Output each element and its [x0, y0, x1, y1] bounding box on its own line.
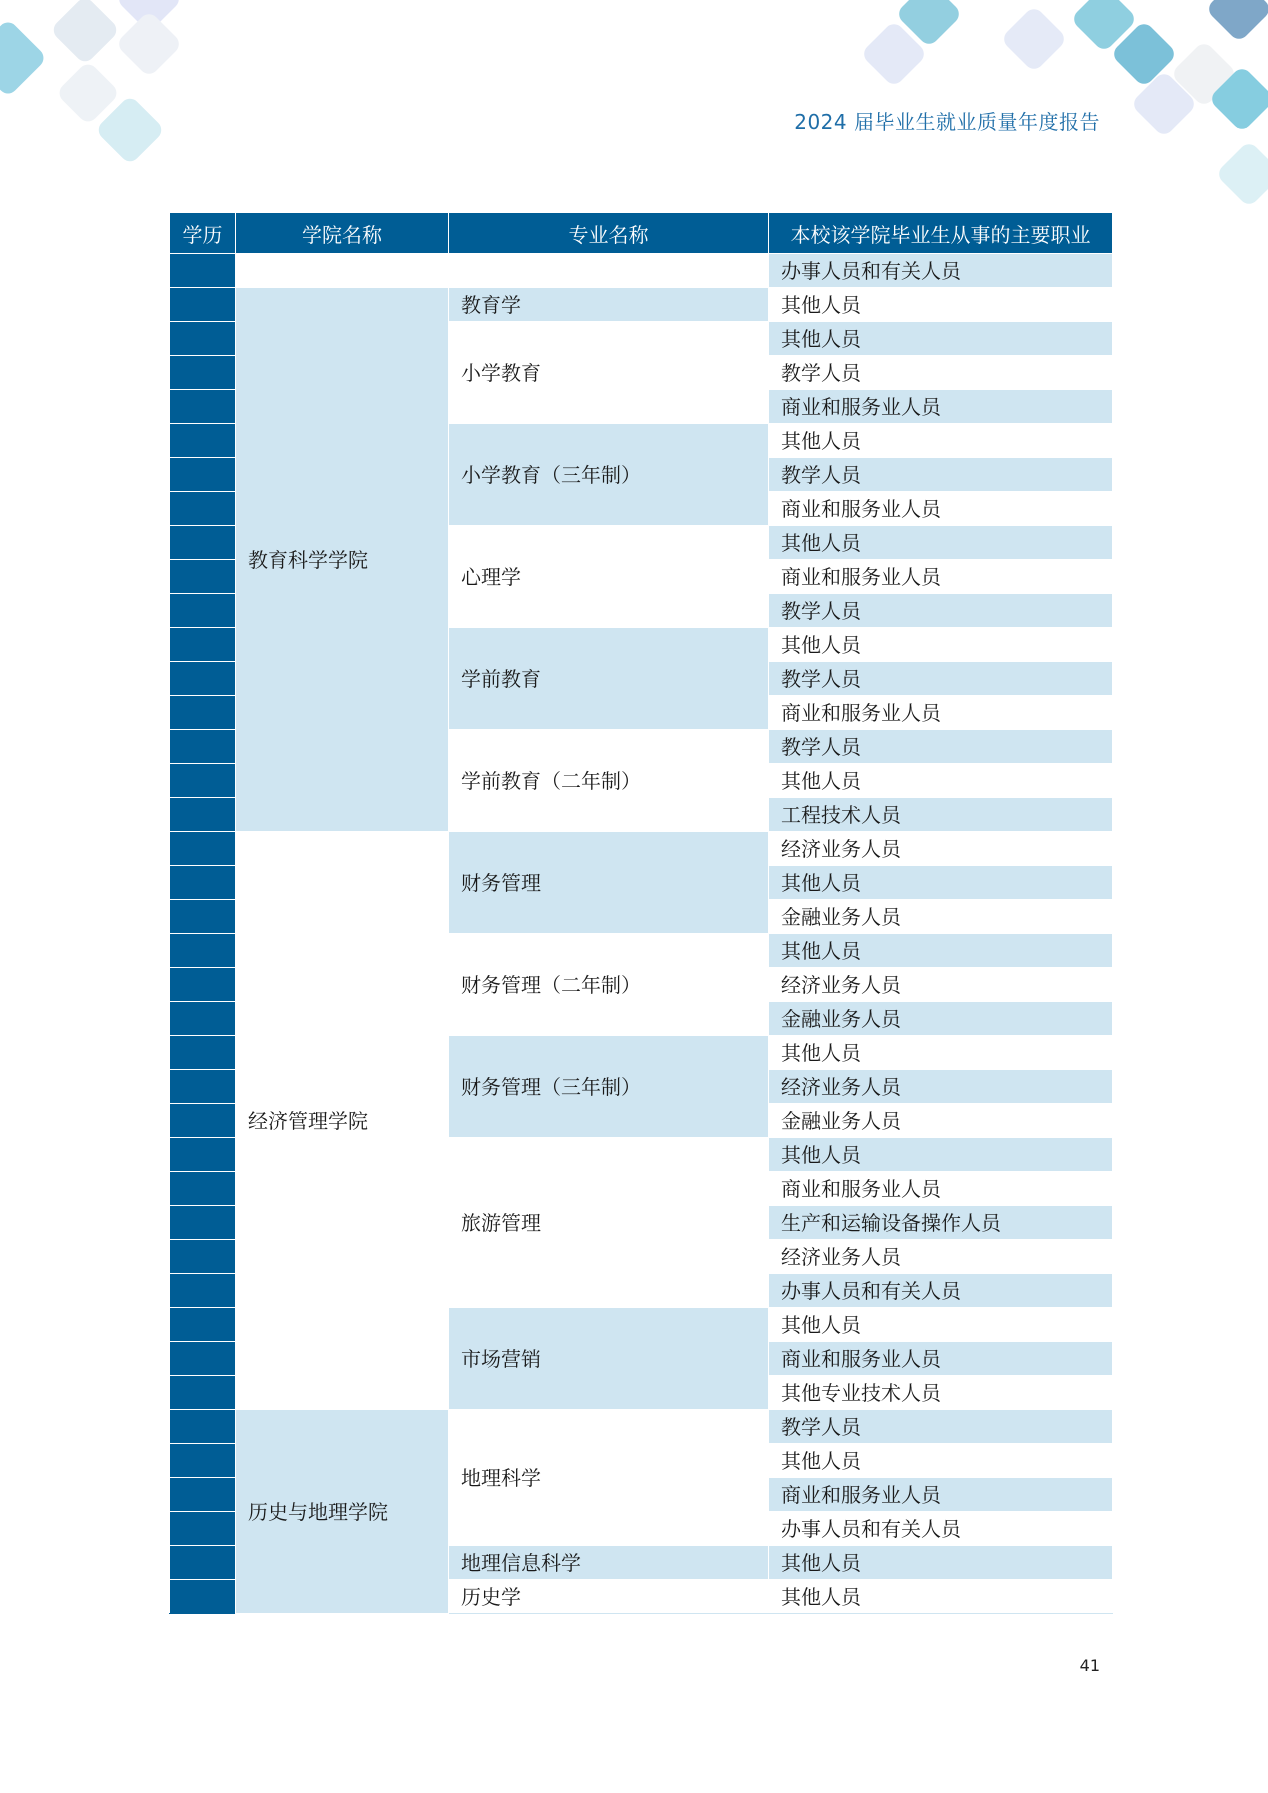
major-cell	[449, 254, 769, 288]
column-header: 学历	[170, 213, 236, 254]
major-cell: 小学教育	[449, 322, 769, 424]
degree-cell	[170, 1308, 236, 1342]
column-header: 本校该学院毕业生从事的主要职业	[769, 213, 1113, 254]
degree-cell	[170, 832, 236, 866]
degree-cell	[170, 322, 236, 356]
occupation-cell: 金融业务人员	[769, 900, 1113, 934]
occupation-cell: 办事人员和有关人员	[769, 1512, 1113, 1546]
degree-cell	[170, 560, 236, 594]
major-cell: 小学教育（三年制）	[449, 424, 769, 526]
table-row	[170, 832, 1113, 866]
degree-cell	[170, 798, 236, 832]
degree-cell	[170, 662, 236, 696]
occupation-cell: 其他人员	[769, 866, 1113, 900]
major-cell: 地理科学	[449, 1410, 769, 1546]
occupation-cell: 其他人员	[769, 628, 1113, 662]
occupation-cell: 其他人员	[769, 1036, 1113, 1070]
occupation-cell: 其他人员	[769, 288, 1113, 322]
occupation-cell: 教学人员	[769, 730, 1113, 764]
degree-cell	[170, 1138, 236, 1172]
degree-cell	[170, 1512, 236, 1546]
major-cell: 财务管理（三年制）	[449, 1036, 769, 1138]
occupation-cell: 经济业务人员	[769, 968, 1113, 1002]
degree-cell	[170, 1274, 236, 1308]
occupation-cell: 教学人员	[769, 356, 1113, 390]
degree-cell	[170, 1172, 236, 1206]
college-cell	[236, 254, 449, 288]
degree-cell	[170, 1240, 236, 1274]
degree-cell	[170, 764, 236, 798]
occupation-cell: 经济业务人员	[769, 1240, 1113, 1274]
degree-cell	[170, 526, 236, 560]
occupation-cell: 商业和服务业人员	[769, 560, 1113, 594]
degree-cell	[170, 1478, 236, 1512]
table-body	[170, 254, 1113, 1614]
major-cell: 地理信息科学	[449, 1546, 769, 1580]
major-cell: 财务管理	[449, 832, 769, 934]
degree-cell	[170, 1410, 236, 1444]
degree-cell	[170, 1104, 236, 1138]
degree-cell	[170, 1444, 236, 1478]
occupation-cell: 其他人员	[769, 526, 1113, 560]
occupation-cell: 其他人员	[769, 424, 1113, 458]
occupation-cell: 商业和服务业人员	[769, 492, 1113, 526]
major-cell: 市场营销	[449, 1308, 769, 1410]
degree-cell	[170, 288, 236, 322]
degree-cell	[170, 1206, 236, 1240]
column-header: 学院名称	[236, 213, 449, 254]
occupation-cell: 商业和服务业人员	[769, 696, 1113, 730]
degree-cell	[170, 424, 236, 458]
degree-cell	[170, 492, 236, 526]
occupation-cell: 其他人员	[769, 1580, 1113, 1614]
occupation-cell: 其他人员	[769, 322, 1113, 356]
degree-cell	[170, 1036, 236, 1070]
occupation-cell: 教学人员	[769, 594, 1113, 628]
occupation-cell: 教学人员	[769, 1410, 1113, 1444]
degree-cell	[170, 1546, 236, 1580]
occupation-cell: 经济业务人员	[769, 1070, 1113, 1104]
degree-cell	[170, 458, 236, 492]
degree-cell	[170, 866, 236, 900]
occupation-cell: 生产和运输设备操作人员	[769, 1206, 1113, 1240]
occupation-cell: 其他专业技术人员	[769, 1376, 1113, 1410]
occupation-cell: 办事人员和有关人员	[769, 1274, 1113, 1308]
occupation-cell: 教学人员	[769, 458, 1113, 492]
major-cell: 心理学	[449, 526, 769, 628]
degree-cell	[170, 594, 236, 628]
major-cell: 历史学	[449, 1580, 769, 1614]
report-title: 2024 届毕业生就业质量年度报告	[794, 110, 1100, 134]
occupation-cell: 商业和服务业人员	[769, 1172, 1113, 1206]
major-cell: 旅游管理	[449, 1138, 769, 1308]
degree-cell	[170, 696, 236, 730]
table-row	[170, 254, 1113, 288]
occupation-cell: 教学人员	[769, 662, 1113, 696]
occupation-cell: 其他人员	[769, 1138, 1113, 1172]
occupation-cell: 金融业务人员	[769, 1002, 1113, 1036]
table-row	[170, 1410, 1113, 1444]
major-cell: 学前教育（二年制）	[449, 730, 769, 832]
college-cell: 教育科学学院	[236, 288, 449, 832]
major-cell: 学前教育	[449, 628, 769, 730]
degree-cell	[170, 1376, 236, 1410]
page-number: 41	[1079, 1656, 1100, 1675]
degree-cell	[170, 900, 236, 934]
degree-cell	[170, 356, 236, 390]
degree-cell	[170, 254, 236, 288]
occupation-cell: 办事人员和有关人员	[769, 254, 1113, 288]
table-row	[170, 288, 1113, 322]
major-cell: 教育学	[449, 288, 769, 322]
degree-cell	[170, 934, 236, 968]
degree-cell	[170, 1070, 236, 1104]
occupation-cell: 其他人员	[769, 764, 1113, 798]
major-cell: 财务管理（二年制）	[449, 934, 769, 1036]
college-cell: 历史与地理学院	[236, 1410, 449, 1614]
degree-cell	[170, 1342, 236, 1376]
occupation-cell: 商业和服务业人员	[769, 390, 1113, 424]
occupation-cell: 商业和服务业人员	[769, 1478, 1113, 1512]
college-cell: 经济管理学院	[236, 832, 449, 1410]
occupation-cell: 其他人员	[769, 1444, 1113, 1478]
occupation-cell: 经济业务人员	[769, 832, 1113, 866]
degree-cell	[170, 628, 236, 662]
degree-cell	[170, 730, 236, 764]
occupation-table	[169, 212, 1113, 1614]
degree-cell	[170, 968, 236, 1002]
degree-cell	[170, 390, 236, 424]
occupation-cell: 工程技术人员	[769, 798, 1113, 832]
occupation-cell: 商业和服务业人员	[769, 1342, 1113, 1376]
occupation-cell: 金融业务人员	[769, 1104, 1113, 1138]
degree-cell	[170, 1002, 236, 1036]
table-header-row	[170, 213, 1113, 254]
occupation-cell: 其他人员	[769, 1546, 1113, 1580]
occupation-cell: 其他人员	[769, 934, 1113, 968]
column-header: 专业名称	[449, 213, 769, 254]
occupation-cell: 其他人员	[769, 1308, 1113, 1342]
degree-cell	[170, 1580, 236, 1614]
